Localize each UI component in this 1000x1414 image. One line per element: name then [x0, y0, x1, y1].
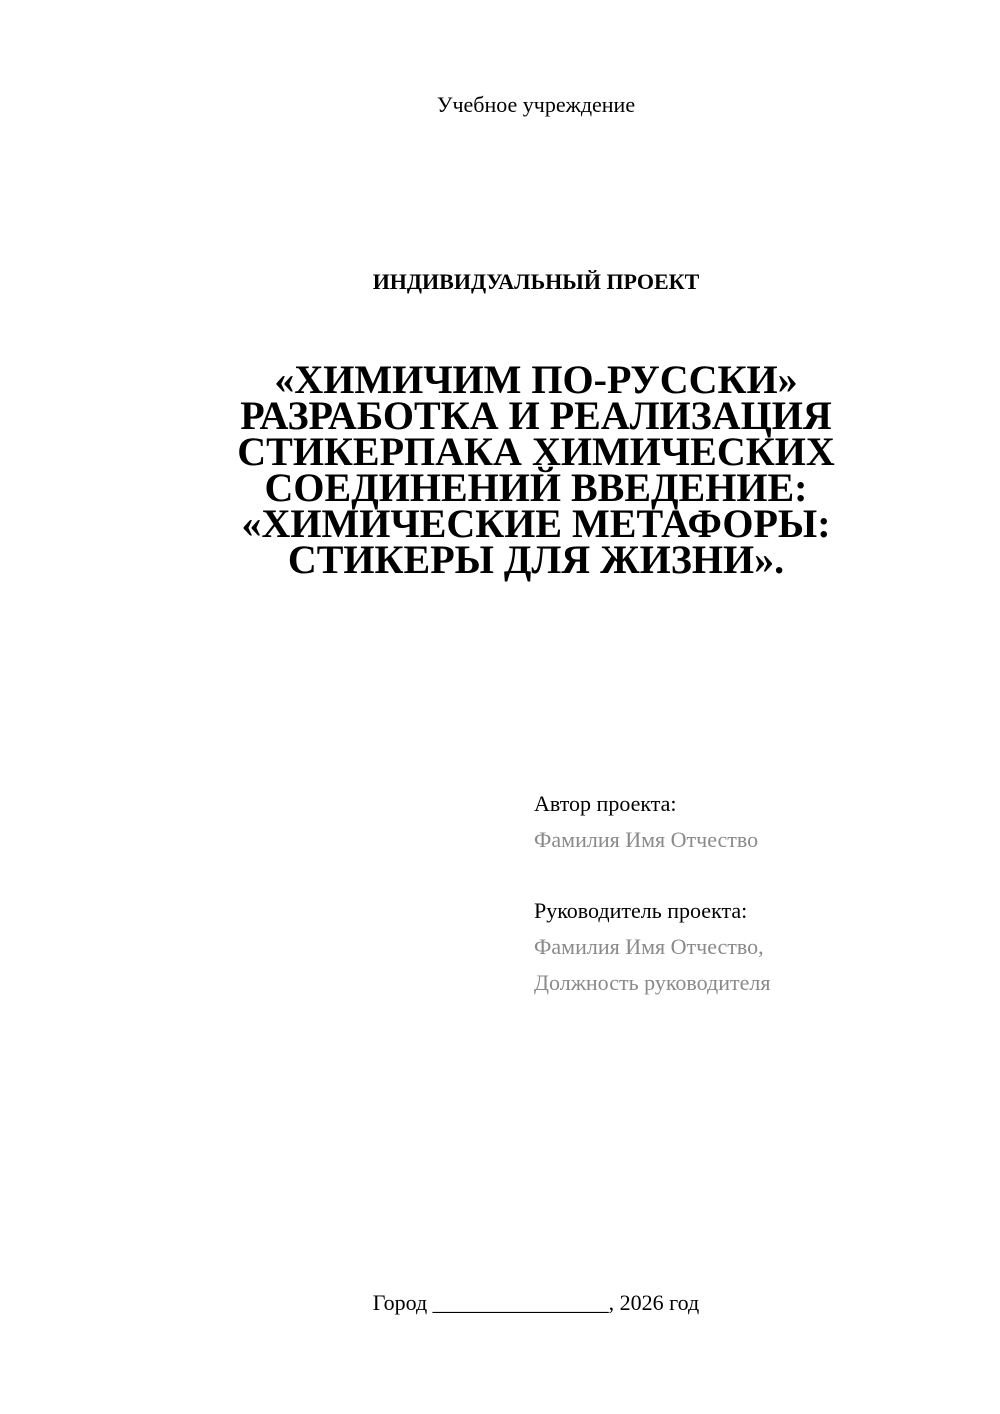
supervisor-name: Фамилия Имя Отчество, [534, 934, 764, 959]
institution-name: Учебное учреждение [436, 92, 636, 117]
title-line: СТИКЕРПАКА ХИМИЧЕСКИХ [237, 429, 835, 474]
title-line: РАЗРАБОТКА И РЕАЛИЗАЦИЯ [240, 393, 832, 438]
title-line: СТИКЕРЫ ДЛЯ ЖИЗНИ». [287, 537, 785, 582]
author-label: Автор проекта: [534, 791, 677, 816]
author-name: Фамилия Имя Отчество [534, 827, 759, 852]
author-block [534, 786, 758, 858]
supervisor-label: Руководитель проекта: [534, 898, 748, 923]
project-title [200, 357, 872, 582]
title-line: СОЕДИНЕНИЙ ВВЕДЕНИЕ: [264, 465, 808, 510]
title-line: «ХИМИЧИМ ПО-РУССКИ» [274, 357, 798, 402]
title-line: «ХИМИЧЕСКИЕ МЕТАФОРЫ: [241, 501, 831, 546]
document-type: ИНДИВИДУАЛЬНЫЙ ПРОЕКТ [372, 269, 700, 294]
city-year-footer: Город ________________, 2026 год [372, 1290, 700, 1315]
supervisor-position: Должность руководителя [534, 970, 771, 995]
supervisor-block [534, 893, 770, 1001]
